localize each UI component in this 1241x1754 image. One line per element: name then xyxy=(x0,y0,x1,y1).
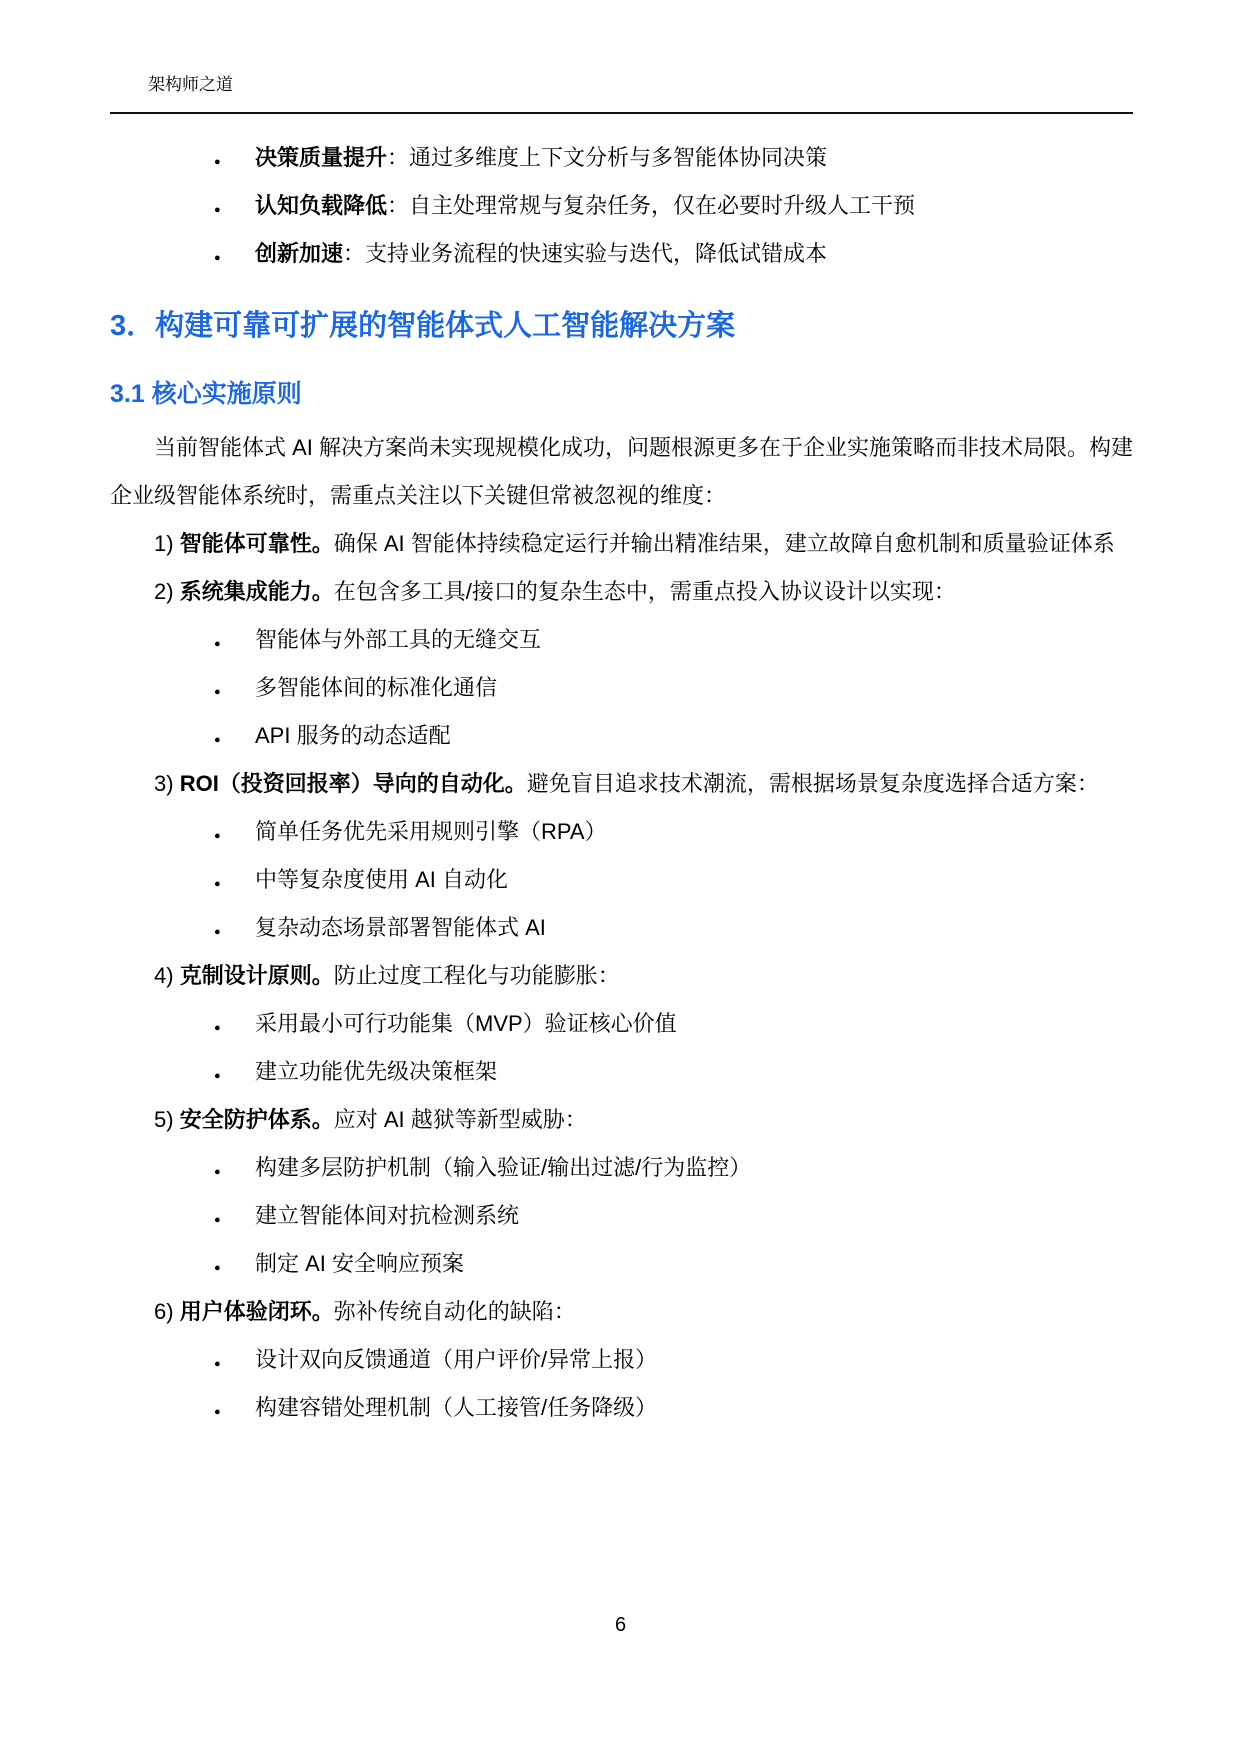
bullet-icon xyxy=(214,616,221,668)
item-number: 2) xyxy=(154,579,180,604)
list-item xyxy=(110,1000,1133,1048)
item-label: 安全防护体系。 xyxy=(179,1107,334,1132)
sub-bullet-list xyxy=(110,1000,1133,1096)
subsection-heading: 3.1 核心实施原则 xyxy=(110,380,302,408)
header-rule xyxy=(110,112,1133,114)
bullet-text xyxy=(255,145,827,170)
bullet-icon xyxy=(214,1384,221,1436)
bullet-text: 中等复杂度使用 AI 自动化 xyxy=(255,867,509,892)
numbered-item-block xyxy=(110,760,1133,952)
numbered-item xyxy=(110,952,1133,1000)
header-title: 架构师之道 xyxy=(148,75,233,94)
list-item xyxy=(110,904,1133,952)
item-text: 应对 AI 越狱等新型威胁： xyxy=(333,1107,587,1132)
bullet-text: 设计双向反馈通道（用户评价/异常上报） xyxy=(255,1347,658,1372)
bullet-text: 多智能体间的标准化通信 xyxy=(255,675,498,700)
sub-bullet-list xyxy=(110,616,1133,760)
list-item xyxy=(110,664,1133,712)
item-text: 确保 AI 智能体持续稳定运行并输出精准结果，建立故障自愈机制和质量验证体系 xyxy=(333,531,1115,556)
bullet-rest: ：自主处理常规与复杂任务，仅在必要时升级人工干预 xyxy=(387,193,916,218)
item-number: 4) xyxy=(154,963,180,988)
bullet-text: 采用最小可行功能集（MVP）验证核心价值 xyxy=(255,1011,677,1036)
bullet-text: API 服务的动态适配 xyxy=(255,723,451,748)
item-text: 弥补传统自动化的缺陷： xyxy=(333,1299,576,1324)
numbered-item xyxy=(110,760,1133,808)
bullet-icon xyxy=(214,230,221,282)
bullet-icon xyxy=(214,1192,221,1244)
list-item xyxy=(110,1048,1133,1096)
item-label: 用户体验闭环。 xyxy=(179,1299,334,1324)
numbered-item-block xyxy=(110,952,1133,1096)
intro-bullet-list xyxy=(110,134,1133,278)
bullet-icon xyxy=(214,1048,221,1100)
bullet-icon xyxy=(214,1240,221,1292)
bullet-lead: 创新加速 xyxy=(255,241,344,266)
sub-bullet-list xyxy=(110,1144,1133,1288)
numbered-item-block xyxy=(110,568,1133,760)
bullet-icon xyxy=(214,1144,221,1196)
item-label: 克制设计原则。 xyxy=(179,963,334,988)
intro-paragraph: 当前智能体式 AI 解决方案尚未实现规模化成功，问题根源更多在于企业实施策略而非技术局限。构建企业级智能体系统时，需重点关注以下关键但常被忽视的维度： xyxy=(110,435,1134,508)
list-item xyxy=(110,1336,1133,1384)
bullet-lead: 决策质量提升 xyxy=(255,145,388,170)
sub-bullet-list xyxy=(110,808,1133,952)
numbered-item xyxy=(110,520,1133,568)
bullet-icon xyxy=(214,712,221,764)
list-item xyxy=(110,1192,1133,1240)
list-item xyxy=(110,182,1133,230)
list-item xyxy=(110,1240,1133,1288)
list-item xyxy=(110,1384,1133,1432)
item-number: 6) xyxy=(154,1299,180,1324)
list-item xyxy=(110,1144,1133,1192)
bullet-icon xyxy=(214,856,221,908)
item-text: 防止过度工程化与功能膨胀： xyxy=(333,963,620,988)
page-header xyxy=(110,74,1133,112)
numbered-item-block xyxy=(110,1096,1133,1288)
bullet-icon xyxy=(214,182,221,234)
page-number: 6 xyxy=(614,1614,627,1636)
bullet-rest: ：通过多维度上下文分析与多智能体协同决策 xyxy=(387,145,828,170)
document-body xyxy=(110,134,1133,1432)
bullet-text: 制定 AI 安全响应预案 xyxy=(255,1251,465,1276)
section-heading: 3．构建可靠可扩展的智能体式人工智能解决方案 xyxy=(110,310,736,342)
item-text: 避免盲目追求技术潮流，需根据场景复杂度选择合适方案： xyxy=(526,771,1099,796)
item-label: ROI（投资回报率）导向的自动化。 xyxy=(179,771,527,796)
numbered-item-block xyxy=(110,520,1133,568)
numbered-item xyxy=(110,1288,1133,1336)
bullet-text: 构建多层防护机制（输入验证/输出过滤/行为监控） xyxy=(255,1155,752,1180)
bullet-icon xyxy=(214,1000,221,1052)
bullet-icon xyxy=(214,134,221,186)
bullet-text: 建立功能优先级决策框架 xyxy=(255,1059,498,1084)
bullet-icon xyxy=(214,664,221,716)
list-item xyxy=(110,712,1133,760)
bullet-text: 复杂动态场景部署智能体式 AI xyxy=(255,915,546,940)
bullet-icon xyxy=(214,1336,221,1388)
numbered-item xyxy=(110,568,1133,616)
list-item xyxy=(110,856,1133,904)
numbered-list xyxy=(110,520,1133,1432)
bullet-icon xyxy=(214,904,221,956)
item-label: 系统集成能力。 xyxy=(179,579,334,604)
bullet-text xyxy=(255,241,827,266)
item-number: 1) xyxy=(154,531,180,556)
item-text: 在包含多工具/接口的复杂生态中，需重点投入协议设计以实现： xyxy=(333,579,956,604)
numbered-item-block xyxy=(110,1288,1133,1432)
bullet-text: 简单任务优先采用规则引擎（RPA） xyxy=(255,819,607,844)
bullet-text: 构建容错处理机制（人工接管/任务降级） xyxy=(255,1395,658,1420)
item-label: 智能体可靠性。 xyxy=(179,531,334,556)
sub-bullet-list xyxy=(110,1336,1133,1432)
numbered-item xyxy=(110,1096,1133,1144)
page-content xyxy=(110,0,1133,1432)
bullet-lead: 认知负载降低 xyxy=(255,193,388,218)
item-number: 5) xyxy=(154,1107,180,1132)
list-item xyxy=(110,616,1133,664)
bullet-text: 建立智能体间对抗检测系统 xyxy=(255,1203,520,1228)
bullet-icon xyxy=(214,808,221,860)
bullet-text xyxy=(255,193,915,218)
bullet-text: 智能体与外部工具的无缝交互 xyxy=(255,627,542,652)
list-item xyxy=(110,230,1133,278)
bullet-rest: ：支持业务流程的快速实验与迭代，降低试错成本 xyxy=(343,241,828,266)
list-item xyxy=(110,808,1133,856)
list-item xyxy=(110,134,1133,182)
item-number: 3) xyxy=(154,771,180,796)
